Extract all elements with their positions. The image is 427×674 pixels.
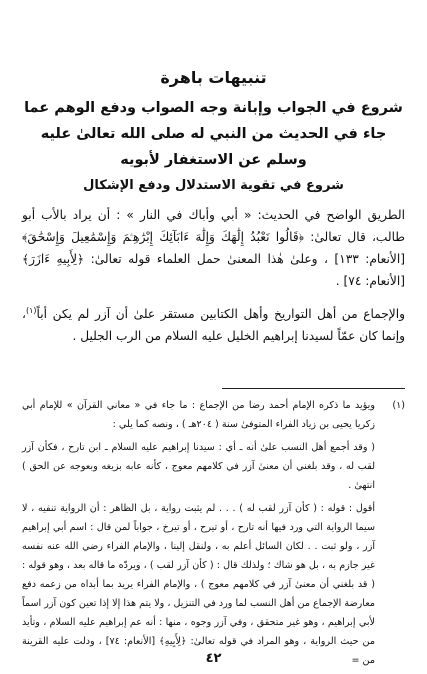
- footnote-discussion: أقول : قوله : ( كأن آزر لقب له ) . . . لم يثبت رواية ، بل الظاهر : أن الرواية تنفيه ، لا سيما الرواية التي ورد فيها أنه تارح ، أو تيرح ، أو تيرخ ، جواباً لمن قال : اسم أبي إبراهيم آزر ، ولو ثبت . . لكان السائل أعلم به ، ولنقل إلينا ، والإمام الفراء رضي الله عنه نفسه غير جازم به ، بل هو شاك ؛ ولذلك قال : ( كأن آزر لقب ) ، ويردّه ما قاله بعد ، وهو قوله : ( قد بلغني أن معنىٰ آزر في كلامهم معوج ) ، والإمام الفراء يريد بما أبداه من زعمه دفع معارضة الإجماع من أهل النسب لما ورد في التنزيل ، ولا يتم هذا إلا إذا تعين كون آزر اسماً لأبي إبراهيم ، وهو غير متحقق ، وفي آزر وجوه ، منها : أنه عم إبراهيم عليه السلام ، وتأيد من حيث الرواية ، وهو المراد في قوله تعالىٰ: ﴿لِأَبِيهِ﴾ [الأنعام: ٧٤] ، ودلت عليه القرينة من =: [22, 503, 375, 666]
- footnote-intro: ويؤيد ما ذكره الإمام أحمد رضا من الإجماع : ما جاء في « معاني القرآن » للإمام أبي زكريا يحيى بن زياد الفراء المتوفىٰ سنة ( ٢٠٤هـ ) ، ونصه كما يلي :: [22, 400, 375, 430]
- chapter-subtitle: شروع في الجواب وإبانة وجه الصواب ودفع الوهم عما جاء في الحديث من النبي له صلى الله تعالىٰ عليه وسلم عن الاستغفار لأبويه: [24, 100, 403, 168]
- main-text: [22, 204, 405, 347]
- book-page: [22, 0, 405, 674]
- footnote-number: (١): [392, 400, 405, 411]
- body-paragraph-2-text: والإجماع من أهل التواريخ وأهل الكتابين مستقر علىٰ أن آزر لم يكن أباً: [36, 307, 405, 322]
- section-heading: شروع في تقوية الاستدلال ودفع الإشكال: [83, 178, 344, 193]
- body-paragraph-2: [22, 300, 405, 347]
- footnote-reference[interactable]: (١): [25, 306, 37, 315]
- footnote-block: [22, 396, 405, 670]
- footnote-body: [22, 396, 375, 670]
- body-paragraph-1: الطريق الواضح في الحديث: « أبي وأباك في النار » : أن يراد بالأب أبو طالب، قال تعالىٰ: ﴿قَالُوا نَعْبُدُ إِلَٰهَكَ وَإِلَٰهَ ءَابَآئِكَ إِبْرَٰهِـۧمَ وَإِسْمَٰعِيلَ وَإِسْحَٰقَ﴾ [الأنعام: ١٣٣] ، وعلىٰ هٰذا المعنىٰ حمل العلماء قوله تعالىٰ: ﴿لِأَبِيهِ ءَازَرَ﴾ [الأنعام: ٧٤] .: [22, 208, 405, 288]
- page-title: تنبيهات باهرة: [160, 68, 267, 87]
- body-paragraph-2-tail: ، وإنما كان عمّاً لسيدنا إبراهيم الخليل عليه السلام من الرب الجليل .: [22, 307, 405, 344]
- footnote-quote: ( وقد أجمع أهل النسب علىٰ أنه ـ أي : سيدنا إبراهيم عليه السلام ـ ابن تارح ، فكأن آزر لقب له ، وقد بلغني أن معنىٰ آزر في كلامهم معوج ، كأنه عابه بزيغه وبعوجه عن الحق ) انتهىٰ .: [22, 442, 375, 491]
- page-number: ٤٢: [205, 651, 222, 666]
- footnote-divider: [222, 388, 405, 389]
